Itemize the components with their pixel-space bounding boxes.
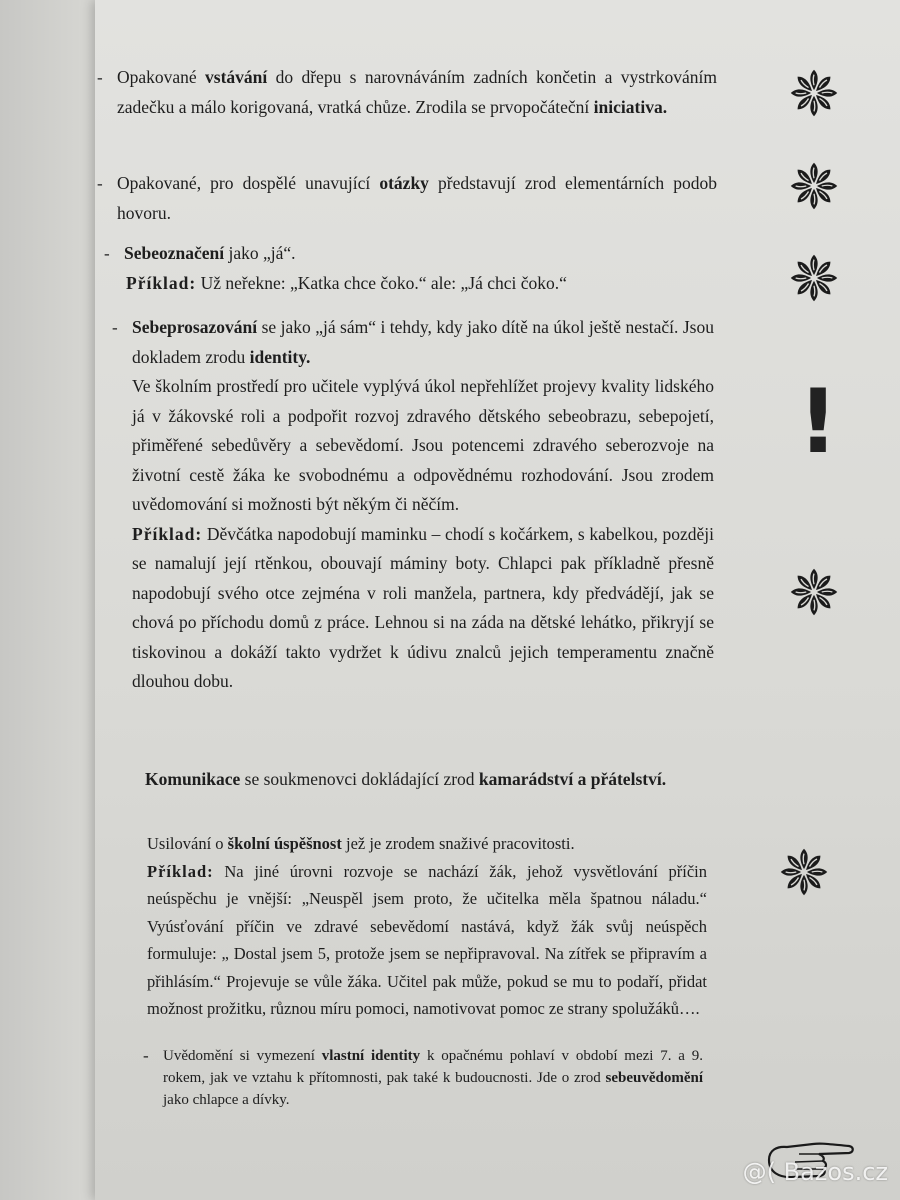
text-run: jež je zrodem snaživé pracovitosti. <box>341 834 575 853</box>
text-run: představují zrod elementárních podob hovoru. <box>117 173 717 223</box>
text-run: se jako „já sám“ i tehdy, kdy jako dítě na úkol ještě nestačí. Jsou dokladem zrodu <box>132 317 714 367</box>
item-text <box>117 169 717 228</box>
example-text <box>124 269 714 299</box>
flower-icon <box>775 843 833 901</box>
list-item <box>145 765 707 795</box>
item-text <box>163 1045 703 1111</box>
text-run: Opakované, pro dospělé unavující <box>117 173 380 193</box>
bold-term: kamarádství a přátelství. <box>478 769 667 789</box>
list-item <box>97 63 717 122</box>
paragraph-text: Ve školním prostředí pro učitele vyplývá úkol nepřehlížet projevy kvality lidského já v žákovské roli a podpořit rozvoj zdravého dětského sebeobrazu, sebepojetí, přiměřené sebedůvěry a sebevědomí. Jsou potencemi zdravého seberozvoje na životní cestě žáka ke svobodnému a odpovědnému rozhodování. Jsou zrodem uvědomování si možnosti být někým či něčím. <box>132 376 714 514</box>
text-run: Děvčátka napodobují maminku – chodí s kočárkem, s kabelkou, později se namalují její rtěnkou, obouvají máminy boty. Chlapci pak příkladně přesně napodobují svého otce zejména v roli manžela, partnera, kdy předvádějí, jak se chová po příchodu domů z práce. Lehnou si na záda na dětské lehátko, přikryjí se tiskovinou a dokáží takto vydržet k údivu znalců jejich temperamentu značně dlouhou dobu. <box>132 523 714 691</box>
bullet-dash: - <box>97 68 103 87</box>
item-text <box>124 239 714 269</box>
text-run: jako chlapce a dívky. <box>163 1092 290 1108</box>
bold-term: vstávání <box>205 67 268 87</box>
bold-term: Komunikace <box>145 769 241 789</box>
bullet-dash: - <box>97 174 103 193</box>
text-run: jako „já“. <box>224 243 296 263</box>
bold-term: Sebeprosazování <box>132 317 258 337</box>
document-page <box>95 0 900 1200</box>
text-run: Opakované <box>117 67 206 87</box>
bold-term: identity. <box>249 346 311 367</box>
watermark-text: @( Bazos.cz <box>742 1158 888 1186</box>
bullet-dash: - <box>143 1046 149 1065</box>
bullet-dash: - <box>104 244 110 263</box>
flower-icon <box>785 64 843 122</box>
bullet-dash: - <box>112 318 118 337</box>
text-run: do dřepu s narovnáváním zadních končetin a vystrkováním zadečku a málo korigovaná, vratká chůze. Zrodila se prvopočáteční <box>117 67 717 117</box>
example-label: Příklad: <box>132 523 203 544</box>
text-run: k opačnému pohlaví v období mezi 7. a 9. rokem, jak ve vztahu k přítomnosti, pak také k budoucnosti. Jde o zrod <box>163 1048 704 1086</box>
bold-term: otázky <box>379 173 429 193</box>
item-text <box>145 765 707 795</box>
text-run: Uvědomění si vymezení <box>163 1048 322 1064</box>
example-text <box>147 858 707 1023</box>
flower-icon <box>785 249 843 307</box>
text-run: Na jiné úrovni rozvoje se nachází žák, jehož vysvětlování příčin neúspěchu je vnější: „Neuspěl jsem proto, že učitelka měla špatnou náladu.“ Vyúsťování příčin ve zdravé sebevědomí nastává, když žák svůj neúspěch formuluje: „ Dostal jsem 5, protože jsem se nepřipravoval. Na zítřek se připravím a přihlásím.“ Projevuje se vůle žáka. Učitel pak může, pokud se mu to podaří, přidat možnost prožitku, různou míru pomoci, namotivovat pomoc ze strany spolužáků…. <box>147 861 707 1018</box>
example-label: Příklad: <box>126 272 197 293</box>
item-text <box>117 63 717 122</box>
list-item <box>97 169 717 228</box>
text-run: Usilování o <box>147 834 228 853</box>
list-item <box>112 313 714 697</box>
bold-term: Sebeoznačení <box>124 243 225 263</box>
list-item <box>143 1045 704 1111</box>
example-label: Příklad: <box>147 861 214 881</box>
bold-term: vlastní identity <box>321 1048 421 1064</box>
text-run: se soukmenovci dokládající zrod <box>240 769 479 789</box>
bold-term: iniciativa. <box>593 96 668 117</box>
list-item <box>147 830 707 1023</box>
bold-term: sebeuvědomění <box>605 1070 703 1086</box>
text-run: Už neřekne: „Katka chce čoko.“ ale: „Já chci čoko.“ <box>196 272 567 293</box>
flower-icon <box>785 157 843 215</box>
bold-term: školní úspěšnost <box>227 834 342 853</box>
item-text <box>147 830 707 858</box>
example-text <box>132 520 714 697</box>
item-text <box>132 313 714 372</box>
list-item <box>104 239 714 298</box>
flower-icon <box>785 563 843 621</box>
exclamation-icon: ! <box>798 370 839 473</box>
